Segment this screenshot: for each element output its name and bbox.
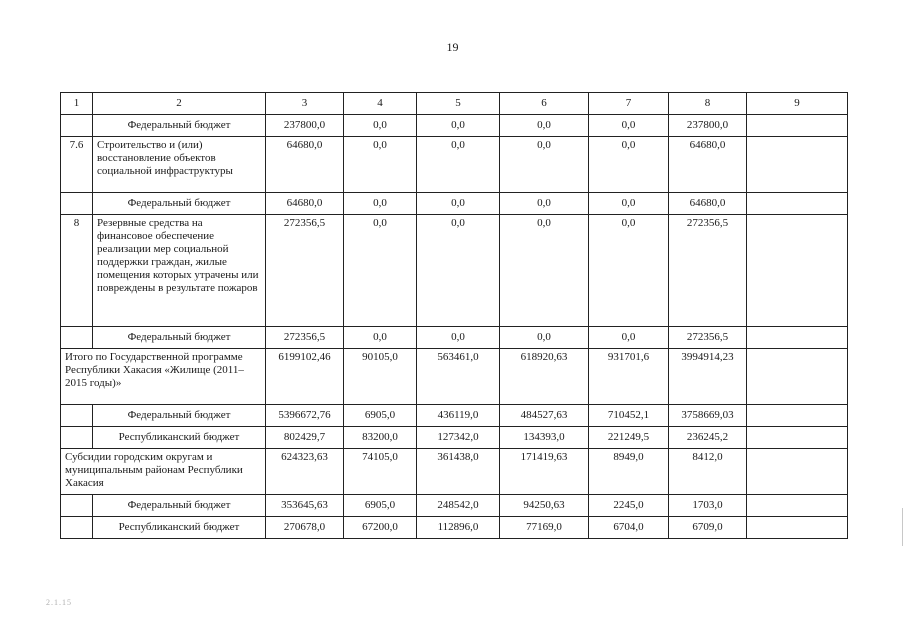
value-cell: 6905,0: [344, 405, 417, 427]
column-header: 7: [589, 93, 669, 115]
value-cell: 3758669,03: [669, 405, 747, 427]
value-cell: 624323,63: [266, 449, 344, 495]
notes-cell: [747, 427, 848, 449]
value-cell: 134393,0: [500, 427, 589, 449]
notes-cell: [747, 517, 848, 539]
value-cell: 0,0: [589, 137, 669, 193]
table-row: [61, 327, 848, 349]
value-cell: 0,0: [500, 215, 589, 327]
row-label: Итого по Государственной программе Республики Хакасия «Жилище (2011–2015 годы)»: [61, 349, 266, 405]
value-cell: 802429,7: [266, 427, 344, 449]
value-cell: 237800,0: [266, 115, 344, 137]
value-cell: 0,0: [417, 215, 500, 327]
row-number-cell: [61, 405, 93, 427]
table-row: [61, 193, 848, 215]
notes-cell: [747, 349, 848, 405]
value-cell: 484527,63: [500, 405, 589, 427]
row-label: Федеральный бюджет: [93, 405, 266, 427]
column-header: 1: [61, 93, 93, 115]
value-cell: 6709,0: [669, 517, 747, 539]
row-number-cell: 7.6: [61, 137, 93, 193]
value-cell: 0,0: [344, 215, 417, 327]
value-cell: 0,0: [500, 115, 589, 137]
notes-cell: [747, 215, 848, 327]
value-cell: 0,0: [589, 193, 669, 215]
value-cell: 0,0: [500, 327, 589, 349]
notes-cell: [747, 449, 848, 495]
row-number-cell: [61, 115, 93, 137]
scan-mark: 2.1.15: [46, 598, 72, 607]
row-number-cell: [61, 427, 93, 449]
value-cell: 710452,1: [589, 405, 669, 427]
value-cell: 0,0: [500, 137, 589, 193]
table-row: [61, 495, 848, 517]
table-row: [61, 215, 848, 327]
value-cell: 0,0: [344, 327, 417, 349]
page-number: 19: [446, 40, 459, 54]
value-cell: 1703,0: [669, 495, 747, 517]
value-cell: 171419,63: [500, 449, 589, 495]
value-cell: 6905,0: [344, 495, 417, 517]
column-header: 6: [500, 93, 589, 115]
value-cell: 0,0: [589, 327, 669, 349]
value-cell: 6199102,46: [266, 349, 344, 405]
value-cell: 221249,5: [589, 427, 669, 449]
notes-cell: [747, 137, 848, 193]
value-cell: 127342,0: [417, 427, 500, 449]
value-cell: 8412,0: [669, 449, 747, 495]
value-cell: 64680,0: [669, 193, 747, 215]
value-cell: 236245,2: [669, 427, 747, 449]
value-cell: 0,0: [344, 137, 417, 193]
row-label: Федеральный бюджет: [93, 495, 266, 517]
value-cell: 83200,0: [344, 427, 417, 449]
table-row: [61, 427, 848, 449]
value-cell: 67200,0: [344, 517, 417, 539]
value-cell: 64680,0: [266, 137, 344, 193]
row-label: Резервные средства на финансовое обеспечение реализации мер социальной поддержки граждан, жилые помещения которых утрачены или повреждены в результате пожаров: [93, 215, 266, 327]
value-cell: 270678,0: [266, 517, 344, 539]
value-cell: 6704,0: [589, 517, 669, 539]
value-cell: 931701,6: [589, 349, 669, 405]
value-cell: 0,0: [589, 115, 669, 137]
notes-cell: [747, 115, 848, 137]
notes-cell: [747, 495, 848, 517]
value-cell: 0,0: [344, 193, 417, 215]
table-row: [61, 137, 848, 193]
value-cell: 436119,0: [417, 405, 500, 427]
value-cell: 0,0: [417, 193, 500, 215]
row-label: Республиканский бюджет: [93, 517, 266, 539]
notes-cell: [747, 193, 848, 215]
value-cell: 112896,0: [417, 517, 500, 539]
row-label: Республиканский бюджет: [93, 427, 266, 449]
header-row: [61, 93, 848, 115]
row-number-cell: [61, 327, 93, 349]
value-cell: 237800,0: [669, 115, 747, 137]
value-cell: 2245,0: [589, 495, 669, 517]
notes-cell: [747, 327, 848, 349]
table-row: [61, 349, 848, 405]
value-cell: 0,0: [417, 137, 500, 193]
value-cell: 272356,5: [669, 215, 747, 327]
column-header: 4: [344, 93, 417, 115]
value-cell: 272356,5: [266, 215, 344, 327]
value-cell: 563461,0: [417, 349, 500, 405]
column-header: 8: [669, 93, 747, 115]
value-cell: 618920,63: [500, 349, 589, 405]
row-number-cell: [61, 517, 93, 539]
value-cell: 64680,0: [669, 137, 747, 193]
row-label: Федеральный бюджет: [93, 115, 266, 137]
value-cell: 3994914,23: [669, 349, 747, 405]
value-cell: 74105,0: [344, 449, 417, 495]
column-header: 3: [266, 93, 344, 115]
value-cell: 64680,0: [266, 193, 344, 215]
value-cell: 8949,0: [589, 449, 669, 495]
budget-table: [60, 92, 848, 539]
table-row: [61, 405, 848, 427]
scan-edge-line: [902, 508, 903, 546]
table-row: [61, 449, 848, 495]
table-row: [61, 517, 848, 539]
value-cell: 0,0: [500, 193, 589, 215]
value-cell: 248542,0: [417, 495, 500, 517]
row-number-cell: [61, 495, 93, 517]
value-cell: 272356,5: [669, 327, 747, 349]
value-cell: 90105,0: [344, 349, 417, 405]
column-header: 2: [93, 93, 266, 115]
value-cell: 353645,63: [266, 495, 344, 517]
row-label: Субсидии городским округам и муниципальным районам Республики Хакасия: [61, 449, 266, 495]
row-label: Федеральный бюджет: [93, 193, 266, 215]
value-cell: 361438,0: [417, 449, 500, 495]
column-header: 5: [417, 93, 500, 115]
row-label: Федеральный бюджет: [93, 327, 266, 349]
value-cell: 0,0: [589, 215, 669, 327]
table-row: [61, 115, 848, 137]
value-cell: 5396672,76: [266, 405, 344, 427]
value-cell: 0,0: [344, 115, 417, 137]
value-cell: 0,0: [417, 327, 500, 349]
value-cell: 0,0: [417, 115, 500, 137]
value-cell: 94250,63: [500, 495, 589, 517]
row-number-cell: 8: [61, 215, 93, 327]
row-label: Строительство и (или) восстановление объектов социальной инфраструктуры: [93, 137, 266, 193]
value-cell: 272356,5: [266, 327, 344, 349]
row-number-cell: [61, 193, 93, 215]
notes-cell: [747, 405, 848, 427]
value-cell: 77169,0: [500, 517, 589, 539]
column-header: 9: [747, 93, 848, 115]
